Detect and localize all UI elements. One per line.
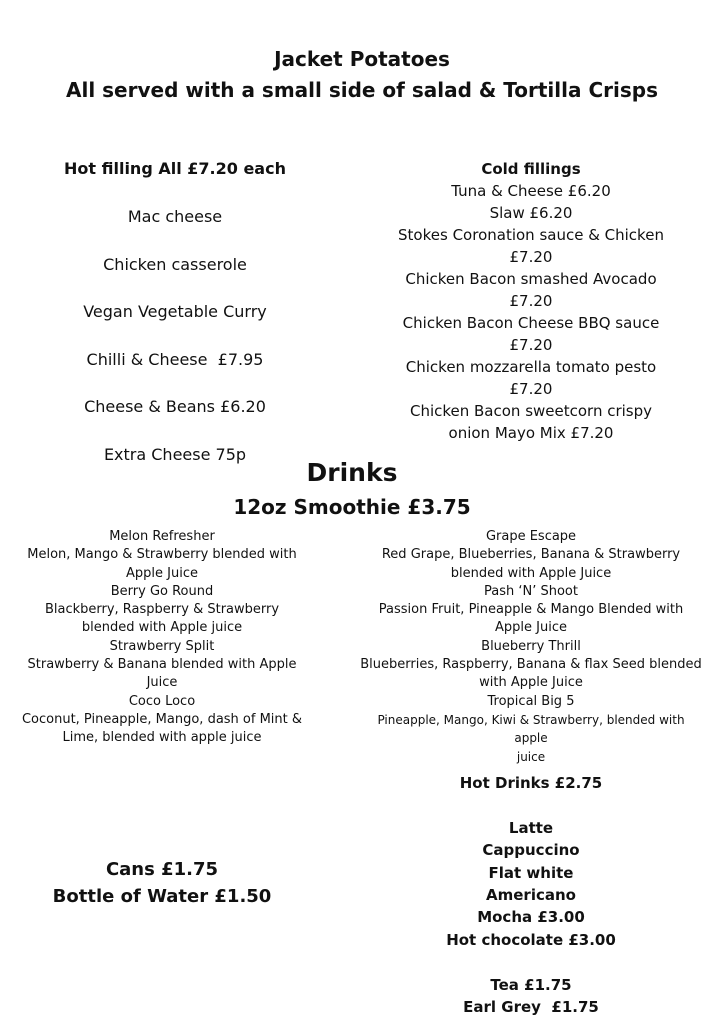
smoothie-line: Grape Escape (485, 529, 577, 544)
tea-item: Earl Grey £1.75 (463, 998, 599, 1017)
hot-filling-item: Vegan Vegetable Curry (83, 302, 267, 321)
cold-filling-line: Stokes Coronation sauce & Chicken (398, 226, 664, 244)
smoothie-line: blended with Apple Juice (450, 565, 612, 581)
hot-drink-item: Cappuccino (482, 841, 580, 860)
cold-filling-line: Tuna & Cheese £6.20 (451, 182, 611, 200)
hot-filling-item: Cheese & Beans £6.20 (84, 397, 266, 416)
smoothie-line: Blueberry Thrill (481, 638, 581, 654)
smoothie-line: Coco Loco (128, 693, 196, 709)
drinks-heading: Drinks (306, 458, 398, 487)
smoothie-line: juice (516, 749, 546, 764)
smoothie-line: Coconut, Pineapple, Mango, dash of Mint & (21, 711, 303, 727)
smoothie-line: blended with Apple juice (81, 620, 243, 636)
cold-filling-line: onion Mayo Mix £7.20 (448, 424, 614, 442)
hot-drink-item: Flat white (488, 863, 574, 882)
hot-filling-item: Mac cheese (127, 207, 223, 226)
smoothie-line: Pineapple, Mango, Kiwi & Strawberry, blended with apple (377, 712, 685, 746)
smoothies-right-section (360, 528, 702, 766)
hot-filling-item: Chilli & Cheese £7.95 (86, 349, 264, 369)
cans-price: Cans £1.75 (105, 859, 219, 880)
hot-fillings-section (40, 158, 310, 491)
cold-filling-line: £7.20 (509, 336, 553, 354)
hot-drinks-heading: Hot Drinks £2.75 (459, 774, 603, 792)
hot-drinks-section (380, 772, 682, 1018)
cold-filling-line: Chicken Bacon sweetcorn crispy (409, 402, 653, 420)
cans-section (40, 856, 284, 910)
smoothie-line: Strawberry Split (109, 638, 215, 654)
hot-filling-item: Extra Cheese 75p (103, 444, 247, 464)
smoothie-line: Tropical Big 5 (487, 693, 575, 709)
smoothies-left-section (20, 528, 304, 748)
smoothie-line: Blackberry, Raspberry & Strawberry (44, 602, 280, 618)
smoothie-line: Strawberry & Banana blended with Apple (27, 657, 297, 673)
page-subtitle: All served with a small side of salad & Tortilla Crisps (66, 78, 658, 102)
cold-filling-line: Chicken Bacon smashed Avocado (405, 270, 657, 288)
smoothie-line: Lime, blended with apple juice (62, 730, 262, 746)
smoothie-heading: 12oz Smoothie £3.75 (233, 495, 471, 519)
cold-filling-line: Chicken Bacon Cheese BBQ sauce (402, 314, 660, 332)
smoothie-line: with Apple Juice (479, 675, 583, 691)
smoothie-line: Apple Juice (126, 565, 198, 581)
hot-drink-item: Mocha £3.00 (477, 908, 585, 927)
smoothie-line: Passion Fruit, Pineapple & Mango Blended with (378, 602, 684, 618)
hot-drink-item: Latte (508, 818, 554, 837)
hot-fillings-heading: Hot filling All £7.20 each (64, 159, 286, 178)
hot-drink-item: Hot chocolate £3.00 (446, 930, 616, 949)
cold-filling-line: Chicken mozzarella tomato pesto (405, 358, 657, 376)
smoothie-line: Blueberries, Raspberry, Banana & flax Seed blended (360, 657, 702, 673)
spacer (380, 951, 682, 973)
water-price: Bottle of Water £1.50 (52, 886, 272, 907)
smoothie-line: Apple Juice (495, 620, 567, 636)
smoothie-line: Melon, Mango & Strawberry blended with (27, 547, 297, 563)
hot-drink-item: Americano (486, 886, 576, 905)
cold-filling-line: £7.20 (509, 248, 553, 266)
smoothie-line: Melon Refresher (109, 529, 215, 544)
spacer (380, 794, 682, 816)
tea-item: Tea £1.75 (490, 975, 572, 994)
page-title: Jacket Potatoes (274, 47, 450, 71)
cold-filling-line: £7.20 (509, 380, 553, 398)
cold-fillings-heading: Cold fillings (481, 160, 581, 178)
smoothie-line: Red Grape, Blueberries, Banana & Strawberry (381, 547, 681, 563)
smoothie-line: Juice (146, 675, 178, 691)
hot-filling-item: Chicken casserole (103, 254, 247, 274)
smoothie-line: Berry Go Round (110, 583, 214, 599)
cold-filling-line: £7.20 (509, 292, 553, 310)
menu-header (0, 44, 724, 106)
cold-filling-line: Slaw £6.20 (489, 204, 573, 222)
smoothie-line: Pash ‘N’ Shoot (484, 583, 578, 599)
cold-fillings-section (380, 158, 682, 444)
